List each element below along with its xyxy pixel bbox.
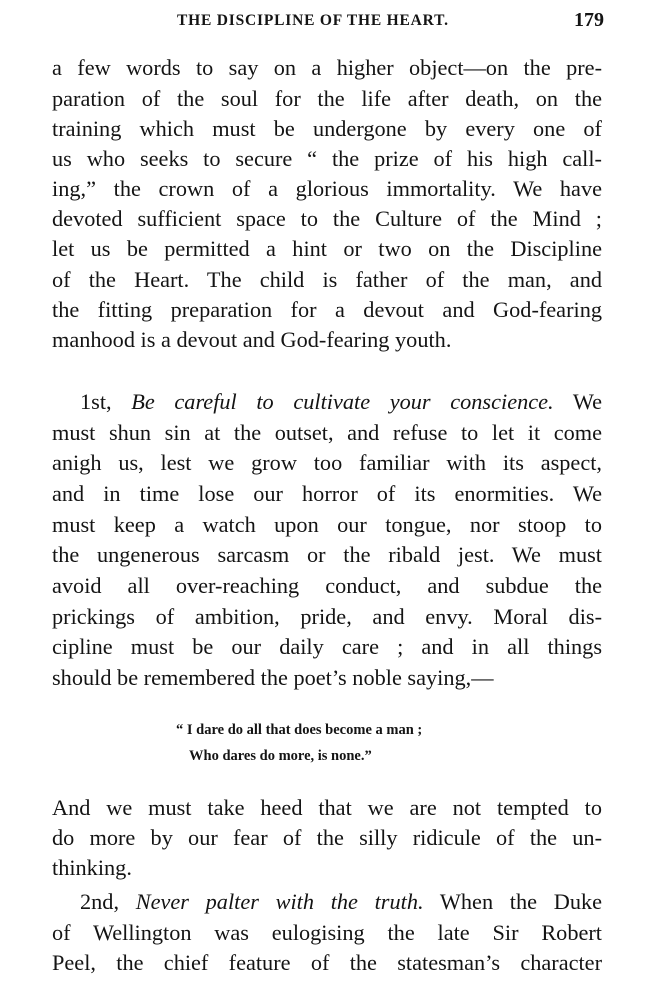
text-line: a few words to say on a higher object—on the pre-: [52, 55, 602, 80]
text-line: the fitting preparation for a devout and God-fearing: [52, 297, 602, 322]
paragraph-opening-line: [80, 387, 602, 417]
text-line: must keep a watch upon our tongue, nor stoop to: [52, 512, 602, 537]
text-line: should be remembered the poet’s noble saying,—: [52, 665, 494, 690]
text-line: prickings of ambition, pride, and envy. Moral dis-: [52, 604, 602, 629]
text-line: of Wellington was eulogising the late Sir Robert: [52, 920, 602, 945]
text-line: And we must take heed that we are not tempted to: [52, 795, 602, 820]
text-line: training which must be undergone by every one of: [52, 116, 602, 141]
running-title: THE DISCIPLINE OF THE HEART.: [177, 12, 449, 29]
text-line: of the Heart. The child is father of the man, and: [52, 267, 602, 292]
text-line: devoted sufficient space to the Culture of the Mind ;: [52, 206, 602, 231]
text-line: Peel, the chief feature of the statesman’s character: [52, 950, 602, 975]
text-line: anigh us, lest we grow too familiar with its aspect,: [52, 450, 602, 475]
line-tail: When the Duke: [439, 889, 603, 914]
text-line: the ungenerous sarcasm or the ribald jest. We must: [52, 542, 602, 567]
text-line: and in time lose our horror of its enormities. We: [52, 481, 602, 506]
text-line: paration of the soul for the life after death, on the: [52, 86, 602, 111]
paragraph-opening-line: [80, 887, 602, 917]
page-number: 179: [574, 9, 604, 31]
text-line: let us be permitted a hint or two on the Discipline: [52, 236, 602, 261]
text-line: cipline must be our daily care ; and in all things: [52, 634, 602, 659]
ordinal-lead: 1st,: [80, 389, 112, 414]
ordinal-lead: 2nd,: [80, 889, 120, 914]
text-line: manhood is a devout and God-fearing youth.: [52, 327, 452, 352]
text-line: ing,” the crown of a glorious immortality. We have: [52, 176, 602, 201]
text-line: us who seeks to secure “ the prize of his high call-: [52, 146, 602, 171]
text-line: do more by our fear of the silly ridicule of the un-: [52, 825, 602, 850]
text-line: must shun sin at the outset, and refuse to let it come: [52, 420, 602, 445]
verse-line: “ I dare do all that does become a man ;: [176, 722, 423, 738]
text-line: avoid all over-reaching conduct, and subdue the: [52, 573, 602, 598]
text-line: thinking.: [52, 855, 132, 880]
verse-line: Who dares do more, is none.”: [189, 748, 372, 764]
line-tail: We: [572, 389, 602, 414]
running-head: [52, 6, 604, 36]
italic-precept: Be careful to cultivate your conscience.: [131, 389, 554, 414]
italic-precept: Never palter with the truth.: [135, 889, 424, 914]
